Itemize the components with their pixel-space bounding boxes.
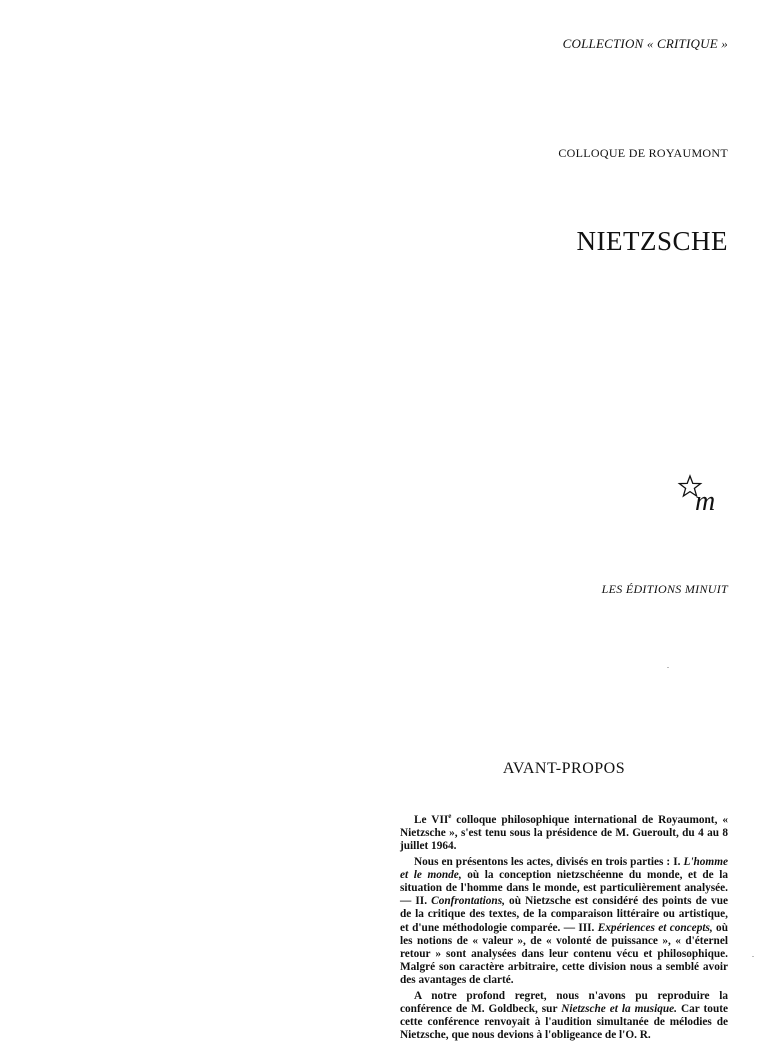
- text-run: colloque philosophique international de Royaumont, « Nietzsche », s'est tenu sous la présidence de M. Gueroult, du 4 au 8 juillet 1964.: [400, 813, 728, 852]
- book-title: NIETZSCHE: [576, 226, 728, 256]
- section-heading: AVANT-PROPOS: [502, 760, 626, 777]
- text-run: où les notions de « valeur », de « volonté de puissance », « d'éternel retour » sont analysées dans leur contenu vécu et philosophique. Malgré son caractère arbitraire, cette division nous a semblé avoir des avantages de clarté.: [400, 921, 728, 986]
- text-run: Car toute cette conférence renvoyait à l'audition simultanée de mélodies de Nietzsche, que nous devions à l'obligeance de l'O. R.: [400, 1003, 729, 1042]
- avant-propos-text: [400, 810, 728, 1045]
- italic-run: Nietzsche et la musique.: [561, 1003, 677, 1016]
- publisher-name: LES ÉDITIONS MINUIT: [601, 582, 728, 596]
- superscript: e: [448, 812, 452, 820]
- paragraph-3: [400, 990, 728, 1042]
- paragraph-2: [400, 856, 728, 987]
- m-letter-icon: m: [695, 486, 716, 517]
- minuit-star-m-logo-icon: [676, 474, 726, 518]
- text-run: A notre profond regret, nous n'avons pu reproduire la conférence de M. Goldbeck, sur: [400, 989, 728, 1016]
- italic-run: Confrontations,: [431, 895, 505, 908]
- text-run: Nous en présentons les actes, divisés en trois parties : I.: [414, 856, 684, 869]
- scan-speck: [752, 956, 754, 957]
- text-run: où Nietzsche est considéré des points de vue de la critique des textes, de la comparaison littéraire ou artistique, et d'une méthodologie comparée. — III.: [400, 895, 729, 934]
- collection-name: COLLECTION « CRITIQUE »: [562, 36, 728, 51]
- text-run: où la conception nietzschéenne du monde, et de la situation de l'homme dans le monde, est particulièrement analysée. — II.: [400, 869, 728, 908]
- text-run: Le VII: [414, 813, 449, 826]
- italic-run: L'homme et le monde,: [400, 856, 728, 882]
- paragraph-1: [400, 810, 728, 853]
- italic-run: Expériences et concepts,: [597, 921, 713, 934]
- scan-speck: [667, 667, 669, 668]
- colloque-subtitle: COLLOQUE DE ROYAUMONT: [558, 146, 728, 160]
